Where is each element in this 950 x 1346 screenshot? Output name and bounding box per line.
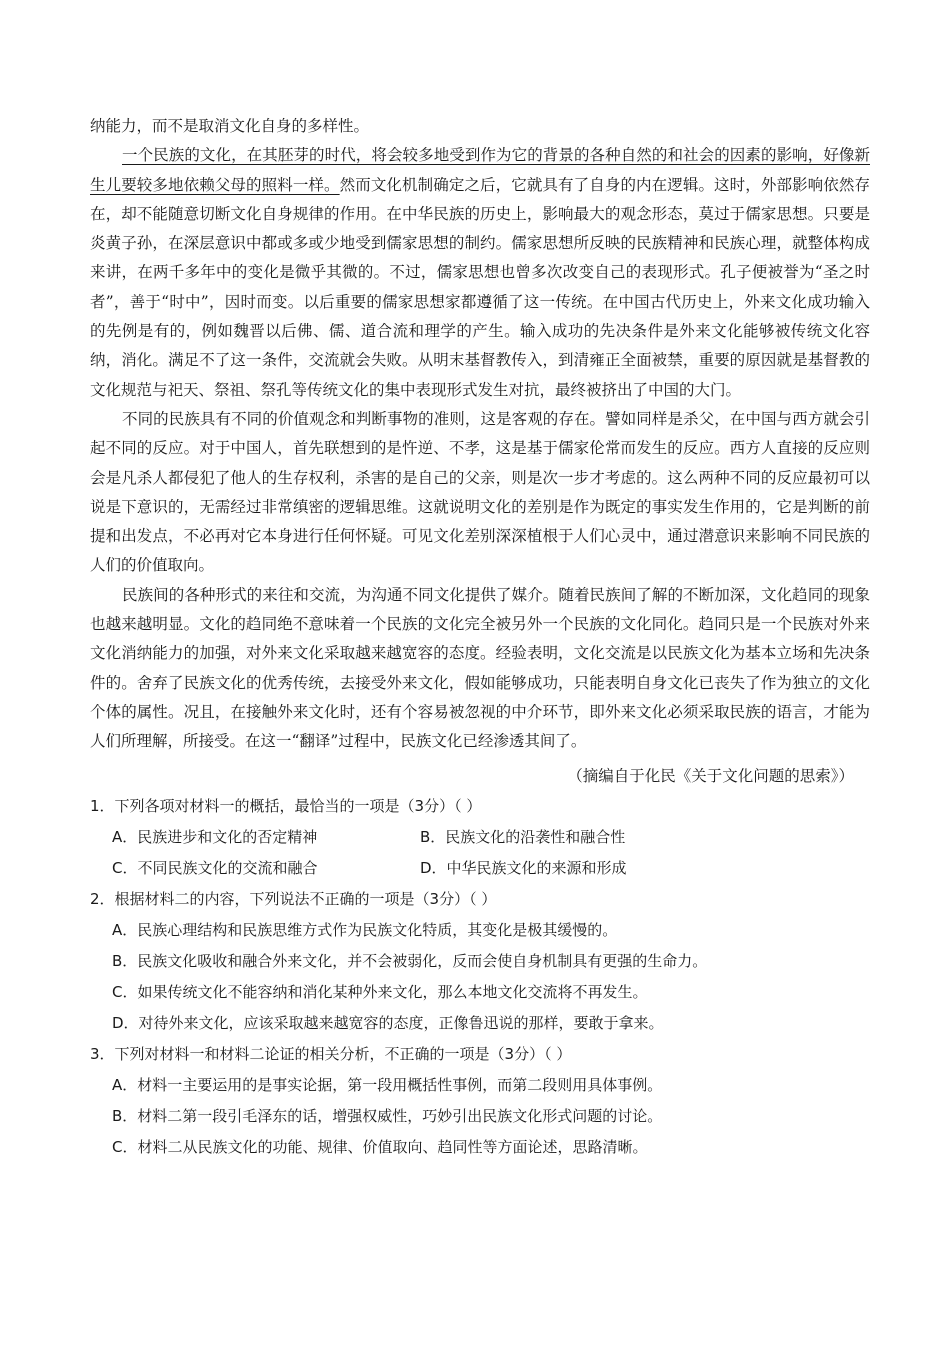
option-a: A．民族心理结构和民族思维方式作为民族文化特质，其变化是极其缓慢的。 bbox=[112, 920, 618, 939]
question-stem: 1．下列各项对材料一的概括，最恰当的一项是（3分）（ ） bbox=[90, 796, 482, 815]
option-b: B．材料二第一段引毛泽东的话，增强权威性，巧妙引出民族文化形式问题的讨论。 bbox=[112, 1106, 663, 1125]
question-1 bbox=[90, 791, 870, 884]
option-a: A．材料一主要运用的是事实论据，第一段用概括性事例，而第二段则用具体事例。 bbox=[112, 1075, 663, 1094]
option-d: D．中华民族文化的来源和形成 bbox=[420, 858, 627, 877]
question-stem: 3．下列对材料一和材料二论证的相关分析，不正确的一项是（3分）（ ） bbox=[90, 1044, 572, 1063]
question-stem: 2．根据材料二的内容，下列说法不正确的一项是（3分）（ ） bbox=[90, 889, 497, 908]
question-2 bbox=[90, 884, 870, 1039]
document-page bbox=[90, 112, 870, 1163]
option-a: A．民族进步和文化的否定精神 bbox=[112, 827, 318, 846]
underlined-sentence: 一个民族的文化，在其胚芽的时代，将会较多地受到作为它的背景的各种自然的和社会的因素的影响，好像新生儿要较多地依赖父母的照料一样。 bbox=[90, 146, 870, 194]
option-row bbox=[90, 822, 870, 853]
option-b: B．民族文化吸收和融合外来文化，并不会被弱化，反而会使自身机制具有更强的生命力。 bbox=[112, 951, 708, 970]
paragraph-value-differences: 不同的民族具有不同的价值观念和判断事物的准则，这是客观的存在。譬如同样是杀父，在中国与西方就会引起不同的反应。对于中国人，首先联想到的是忤逆、不孝，这是基于儒家伦常而发生的反应。西方人直接的反应则会是凡杀人都侵犯了他人的生存权利，杀害的是自己的父亲，则是次一步才考虑的。这么两种不同的反应最初可以说是下意识的，无需经过非常缜密的逻辑思维。这就说明文化的差别是作为既定的事实发生作用的，它是判断的前提和出发点，不必再对它本身进行任何怀疑。可见文化差别深深植根于人们心灵中，通过潜意识来影响不同民族的人们的价值取向。 bbox=[90, 409, 870, 575]
paragraph-ethnic-culture bbox=[90, 141, 870, 405]
option-d: D．对待外来文化，应该采取越来越宽容的态度，正像鲁迅说的那样，要敢于拿来。 bbox=[112, 1013, 664, 1032]
paragraph-continuation: 纳能力，而不是取消文化自身的多样性。 bbox=[90, 117, 370, 135]
option-c: C．不同民族文化的交流和融合 bbox=[112, 858, 318, 877]
option-b: B．民族文化的沿袭性和融合性 bbox=[420, 827, 626, 846]
paragraph-text: 然而文化机制确定之后，它就具有了自身的内在逻辑。这时，外部影响依然存在，却不能随意切断文化自身规律的作用。在中华民族的历史上，影响最大的观念形态，莫过于儒家思想。只要是炎黄子孙，在深层意识中都或多或少地受到儒家思想的制约。儒家思想所反映的民族精神和民族心理，就整体构成来讲，在两千多年中的变化是微乎其微的。不过，儒家思想也曾多次改变自己的表现形式。孔子便被誉为“圣之时者”，善于“时中”，因时而变。以后重要的儒家思想家都遵循了这一传统。在中国古代历史上，外来文化成功输入的先例是有的，例如魏晋以后佛、儒、道合流和理学的产生。输入成功的先决条件是外来文化能够被传统文化容纳，消化。满足不了这一条件，交流就会失败。从明末基督教传入，到清雍正全面被禁，重要的原因就是基督教的文化规范与祀天、祭祖、祭孔等传统文化的集中表现形式发生对抗，最终被挤出了中国的大门。 bbox=[90, 175, 870, 399]
paragraph-cultural-exchange: 民族间的各种形式的来往和交流，为沟通不同文化提供了媒介。随着民族间了解的不断加深，文化趋同的现象也越来越明显。文化的趋同绝不意味着一个民族的文化完全被另外一个民族的文化同化。趋同只是一个民族对外来文化消纳能力的加强，对外来文化采取越来越宽容的态度。经验表明，文化交流是以民族文化为基本立场和先决条件的。舍弃了民族文化的优秀传统，去接受外来文化，假如能够成功，只能表明自身文化已丧失了作为独立的文化个体的属性。况且，在接触外来文化时，还有个容易被忽视的中介环节，即外来文化必须采取民族的语言，才能为人们所理解，所接受。在这一“翻译”过程中，民族文化已经渗透其间了。 bbox=[90, 585, 870, 751]
option-c: C．如果传统文化不能容纳和消化某种外来文化，那么本地文化交流将不再发生。 bbox=[112, 982, 648, 1001]
option-c: C．材料二从民族文化的功能、规律、价值取向、趋同性等方面论述，思路清晰。 bbox=[112, 1137, 648, 1156]
source-citation: （摘编自于化民《关于文化问题的思索》） bbox=[567, 766, 854, 785]
question-3 bbox=[90, 1039, 870, 1163]
option-row bbox=[90, 853, 870, 884]
